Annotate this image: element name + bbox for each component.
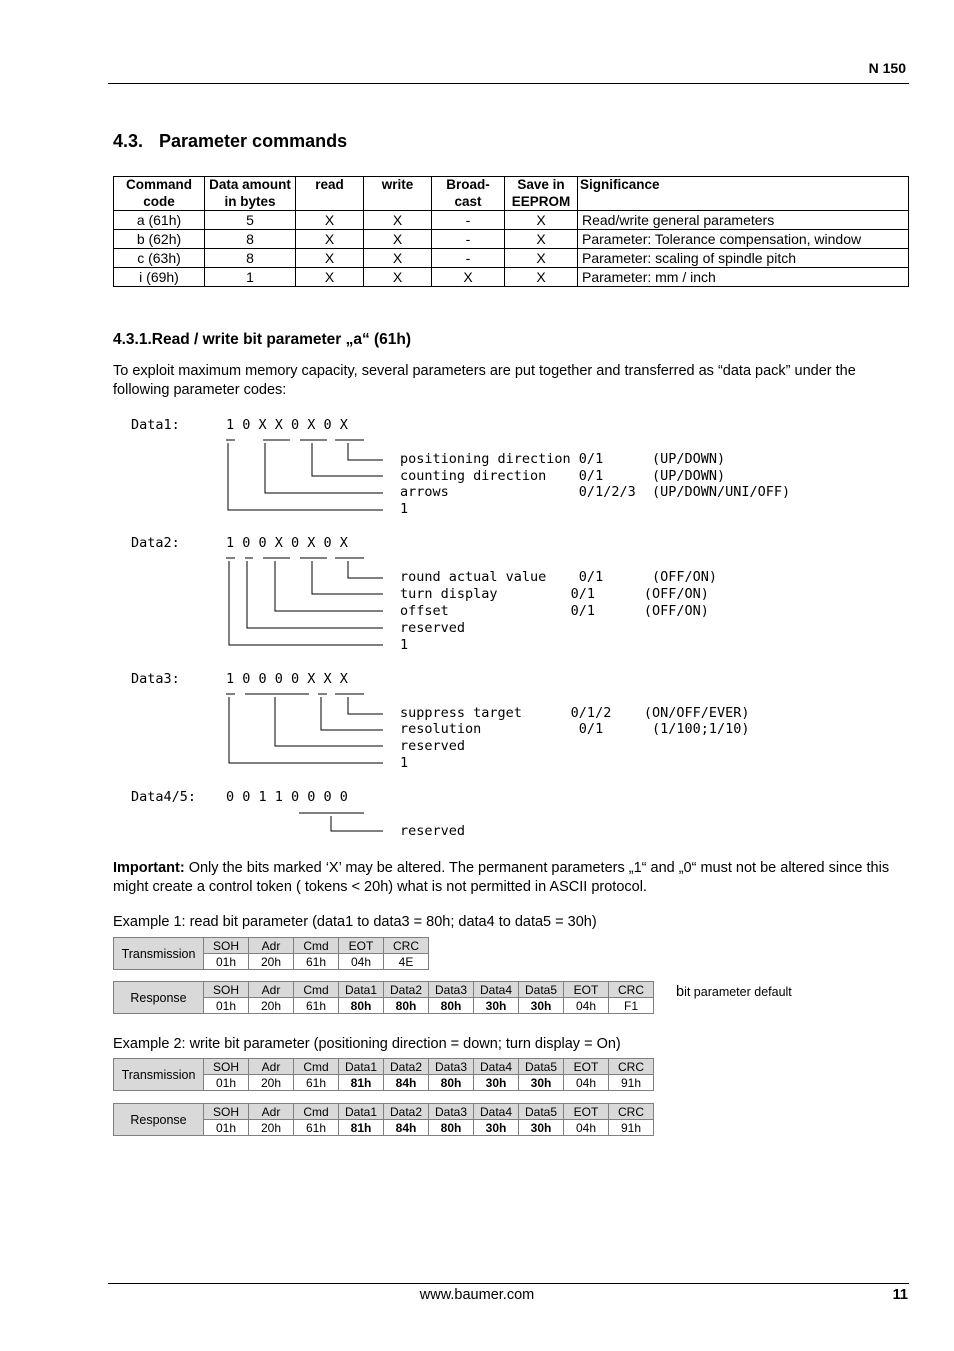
data1-line-one: 1 — [400, 501, 409, 517]
frame-field-value: 30h — [519, 1075, 564, 1091]
frame-field-name: Data2 — [384, 1059, 429, 1075]
frame-field-name: Adr — [249, 1104, 294, 1120]
frame-field-value: 04h — [564, 998, 609, 1014]
section-number: 4.3. — [113, 131, 144, 151]
example2-transmission-table — [113, 1058, 654, 1091]
col-header-broadcast: Broad- cast — [432, 177, 505, 211]
data2-line-turn: turn display 0/1 (OFF/ON) — [400, 586, 709, 602]
data45-line-reserved: reserved — [400, 823, 466, 839]
table-cell: - — [432, 230, 505, 249]
frame-header-row — [114, 938, 429, 954]
frame-field-value: 80h — [429, 1075, 474, 1091]
table-cell: i (69h) — [114, 268, 205, 287]
example1-note-text: it parameter default — [684, 985, 792, 999]
frame-field-name: SOH — [204, 938, 249, 954]
table-cell: 5 — [205, 211, 296, 230]
frame-field-name: EOT — [339, 938, 384, 954]
data1-bits: 1 0 X X 0 X 0 X — [226, 417, 348, 433]
data3-line-reserved: reserved — [400, 738, 466, 754]
example2-response-table — [113, 1103, 654, 1136]
frame-field-name: Data5 — [519, 982, 564, 998]
frame-header-row — [114, 982, 654, 998]
table-cell: - — [432, 249, 505, 268]
table-cell: Read/write general parameters — [578, 211, 909, 230]
frame-header-row — [114, 1104, 654, 1120]
frame-field-name: Data1 — [339, 1104, 384, 1120]
frame-field-value: 91h — [609, 1120, 654, 1136]
footer-url: www.baumer.com — [419, 1287, 535, 1303]
document-id: N 150 — [868, 60, 906, 76]
frame-field-value: 20h — [249, 954, 294, 970]
example1-title: Example 1: read bit parameter (data1 to data3 = 80h; data4 to data5 = 30h) — [113, 914, 597, 930]
frame-field-name: Data3 — [429, 1104, 474, 1120]
frame-field-value: 20h — [249, 998, 294, 1014]
frame-field-name: CRC — [609, 1104, 654, 1120]
frame-field-value: F1 — [609, 998, 654, 1014]
data3-line-suppress: suppress target 0/1/2 (ON/OFF/EVER) — [400, 705, 750, 721]
data2-bits: 1 0 0 X 0 X 0 X — [226, 535, 348, 551]
frame-field-name: EOT — [564, 982, 609, 998]
frame-field-name: Data5 — [519, 1104, 564, 1120]
frame-field-name: Data1 — [339, 982, 384, 998]
frame-field-value: 01h — [204, 998, 249, 1014]
frame-field-value: 91h — [609, 1075, 654, 1091]
table-cell: X — [505, 230, 578, 249]
frame-label: Response — [114, 982, 204, 1014]
frame-field-name: SOH — [204, 982, 249, 998]
table-cell: X — [364, 249, 432, 268]
frame-field-name: Data4 — [474, 1104, 519, 1120]
frame-field-value: 30h — [474, 1075, 519, 1091]
frame-field-value: 01h — [204, 954, 249, 970]
frame-field-value: 20h — [249, 1120, 294, 1136]
frame-field-name: Cmd — [294, 938, 339, 954]
section-title: Parameter commands — [159, 131, 348, 151]
data1-label: Data1: — [131, 417, 180, 433]
important-label: Important: — [113, 860, 185, 876]
frame-field-name: Cmd — [294, 1059, 339, 1075]
table-cell: Parameter: Tolerance compensation, window — [578, 230, 909, 249]
frame-field-value: 84h — [384, 1075, 429, 1091]
example2-title: Example 2: write bit parameter (positioning direction = down; turn display = On) — [113, 1036, 621, 1052]
frame-field-value: 01h — [204, 1120, 249, 1136]
frame-field-name: Adr — [249, 1059, 294, 1075]
table-cell: X — [296, 211, 364, 230]
frame-field-name: Data2 — [384, 982, 429, 998]
table-cell: X — [364, 230, 432, 249]
frame-field-value: 80h — [384, 998, 429, 1014]
frame-field-name: Data2 — [384, 1104, 429, 1120]
example1-note — [676, 984, 792, 1000]
data2-label: Data2: — [131, 535, 180, 551]
data1-line-arrows: arrows 0/1/2/3 (UP/DOWN/UNI/OFF) — [400, 484, 791, 500]
table-cell: b (62h) — [114, 230, 205, 249]
frame-field-value: 81h — [339, 1120, 384, 1136]
frame-field-value: 61h — [294, 998, 339, 1014]
data1-line-counting: counting direction 0/1 (UP/DOWN) — [400, 468, 726, 484]
footer-rule — [108, 1283, 909, 1284]
frame-field-name: Cmd — [294, 982, 339, 998]
frame-field-name: Cmd — [294, 1104, 339, 1120]
frame-field-name: Data5 — [519, 1059, 564, 1075]
data3-bits: 1 0 0 0 0 X X X — [226, 671, 348, 687]
frame-field-value: 30h — [474, 1120, 519, 1136]
table-cell: X — [296, 268, 364, 287]
table-cell: 8 — [205, 249, 296, 268]
frame-field-value: 01h — [204, 1075, 249, 1091]
frame-field-value: 84h — [384, 1120, 429, 1136]
frame-field-value: 61h — [294, 954, 339, 970]
frame-field-name: Adr — [249, 938, 294, 954]
frame-field-name: Adr — [249, 982, 294, 998]
important-note — [113, 859, 909, 897]
frame-field-name: CRC — [609, 982, 654, 998]
data2-line-offset: offset 0/1 (OFF/ON) — [400, 603, 709, 619]
frame-field-value: 80h — [429, 998, 474, 1014]
frame-field-value: 80h — [339, 998, 384, 1014]
table-cell: 1 — [205, 268, 296, 287]
frame-field-value: 30h — [474, 998, 519, 1014]
col-header-data-amount: Data amount in bytes — [205, 177, 296, 211]
frame-field-value: 4E — [384, 954, 429, 970]
table-cell: X — [364, 211, 432, 230]
col-header-command-code: Command code — [114, 177, 205, 211]
page-number: 11 — [892, 1287, 908, 1303]
table-cell: X — [432, 268, 505, 287]
table-cell: Parameter: mm / inch — [578, 268, 909, 287]
table-cell: X — [505, 268, 578, 287]
frame-field-name: Data4 — [474, 982, 519, 998]
frame-field-value: 80h — [429, 1120, 474, 1136]
frame-field-name: Data1 — [339, 1059, 384, 1075]
table-cell: X — [505, 211, 578, 230]
frame-field-name: Data3 — [429, 982, 474, 998]
col-header-read: read — [296, 177, 364, 211]
data45-bits: 0 0 1 1 0 0 0 0 — [226, 789, 348, 805]
data3-line-resolution: resolution 0/1 (1/100;1/10) — [400, 721, 750, 737]
example1-note-initial: b — [676, 984, 685, 1000]
example1-transmission-table — [113, 937, 429, 970]
data45-label: Data4/5: — [131, 789, 197, 805]
frame-field-name: SOH — [204, 1104, 249, 1120]
data2-line-reserved: reserved — [400, 620, 466, 636]
table-cell: X — [296, 249, 364, 268]
frame-field-value: 20h — [249, 1075, 294, 1091]
frame-field-value: 30h — [519, 1120, 564, 1136]
frame-field-value: 61h — [294, 1120, 339, 1136]
col-header-save-eeprom: Save in EEPROM — [505, 177, 578, 211]
frame-label: Transmission — [114, 1059, 204, 1091]
table-cell: X — [505, 249, 578, 268]
frame-field-name: EOT — [564, 1059, 609, 1075]
data3-label: Data3: — [131, 671, 180, 687]
frame-field-name: CRC — [384, 938, 429, 954]
data2-line-one: 1 — [400, 637, 409, 653]
frame-header-row — [114, 1059, 654, 1075]
frame-field-value: 61h — [294, 1075, 339, 1091]
example1-response-table — [113, 981, 654, 1014]
data2-line-round: round actual value 0/1 (OFF/ON) — [400, 569, 717, 585]
table-cell: 8 — [205, 230, 296, 249]
frame-field-name: EOT — [564, 1104, 609, 1120]
table-cell: X — [296, 230, 364, 249]
data1-line-positioning: positioning direction 0/1 (UP/DOWN) — [400, 451, 726, 467]
frame-field-name: SOH — [204, 1059, 249, 1075]
data3-line-one: 1 — [400, 755, 409, 771]
important-text: Only the bits marked ‘X’ may be altered. The permanent parameters „1“ and „0“ must not be altered since this might create a control token ( tokens < 20h) what is not permitted in ASCII protocol. — [113, 860, 890, 895]
frame-field-name: CRC — [609, 1059, 654, 1075]
frame-field-value: 04h — [564, 1120, 609, 1136]
intro-paragraph: To exploit maximum memory capacity, several parameters are put together and transferred as “data pack” under the following parameter codes: — [113, 363, 856, 398]
frame-field-value: 81h — [339, 1075, 384, 1091]
col-header-write: write — [364, 177, 432, 211]
table-cell: - — [432, 211, 505, 230]
frame-field-value: 04h — [339, 954, 384, 970]
frame-field-name: Data4 — [474, 1059, 519, 1075]
frame-field-name: Data3 — [429, 1059, 474, 1075]
table-cell: c (63h) — [114, 249, 205, 268]
table-cell: a (61h) — [114, 211, 205, 230]
frame-label: Transmission — [114, 938, 204, 970]
table-cell: Parameter: scaling of spindle pitch — [578, 249, 909, 268]
subsection-heading: 4.3.1.Read / write bit parameter „a“ (61h) — [113, 331, 412, 348]
col-header-significance: Significance — [578, 177, 909, 211]
frame-field-value: 30h — [519, 998, 564, 1014]
table-cell: X — [364, 268, 432, 287]
frame-field-value: 04h — [564, 1075, 609, 1091]
frame-label: Response — [114, 1104, 204, 1136]
